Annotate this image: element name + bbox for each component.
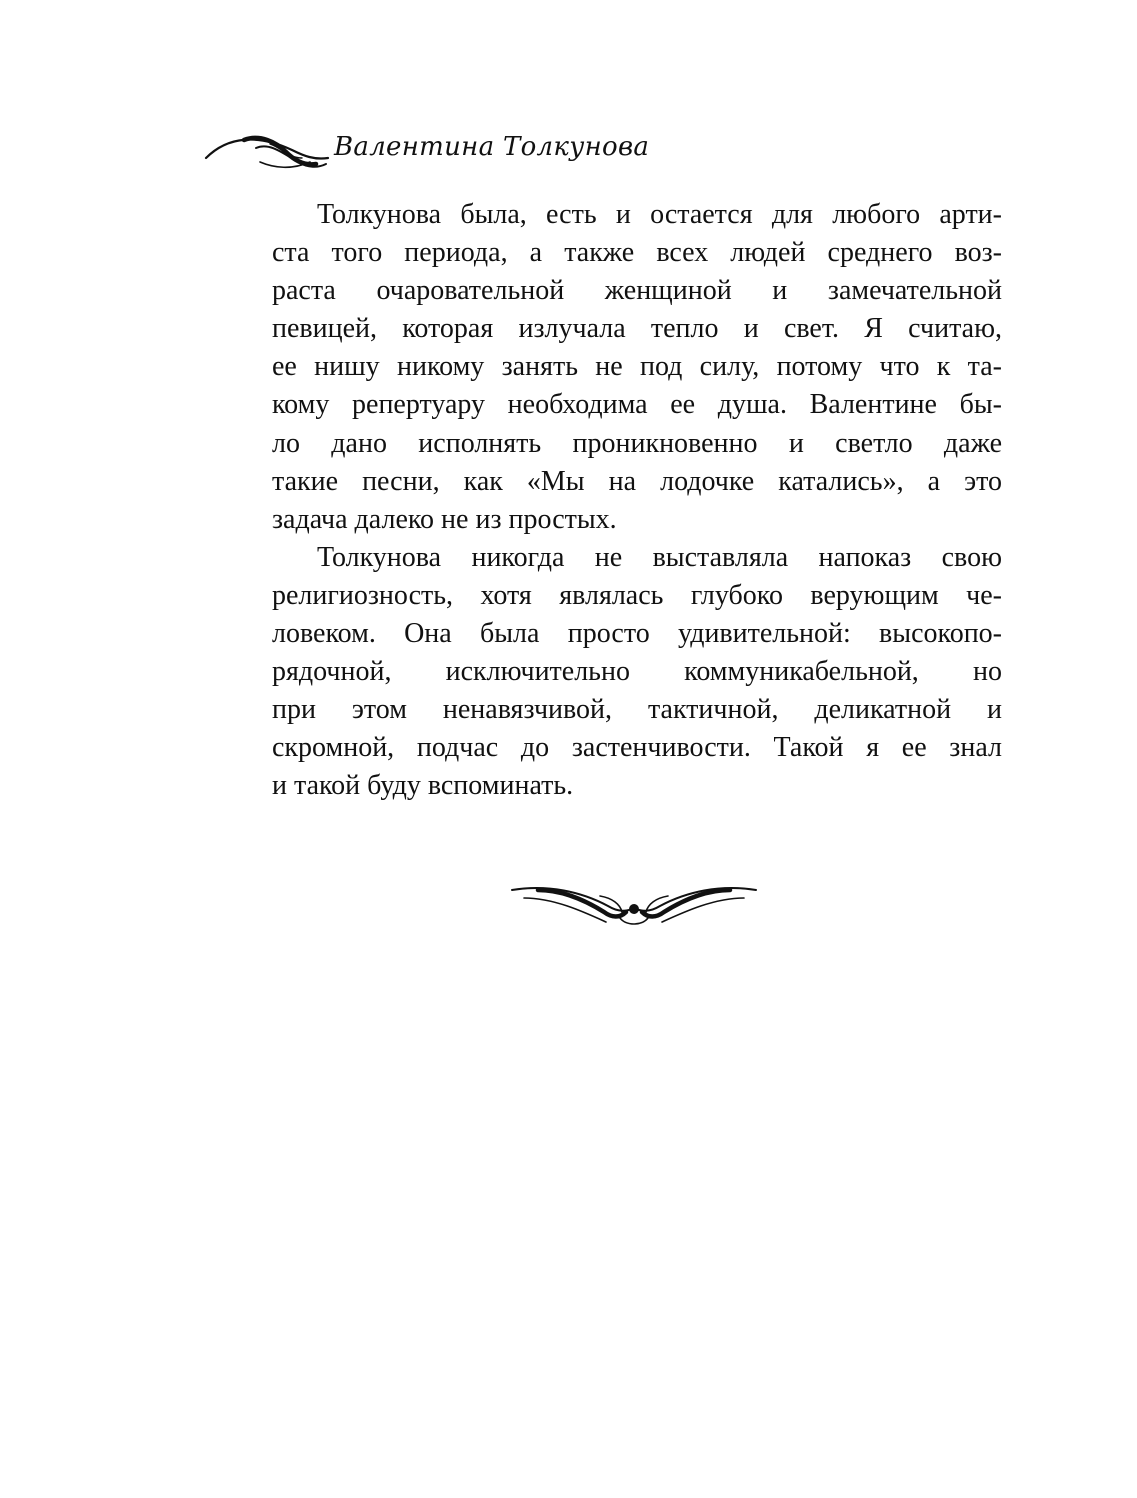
- text-line: Толкунова никогда не выставляла напоказ свою: [317, 541, 1002, 573]
- paragraph: [272, 539, 1002, 806]
- flourish-icon: [200, 128, 330, 178]
- text-line: Толкунова была, есть и остается для любого арти-: [317, 199, 1002, 230]
- paragraph: [272, 196, 1002, 539]
- text-line: такие песни, как «Мы на лодочке катались», а это: [272, 465, 1002, 497]
- text-line: кому репертуару необходима ее душа. Валентине бы-: [272, 389, 1002, 421]
- text-line: задача далеко не из простых.: [272, 503, 617, 535]
- body-text: [272, 196, 1002, 806]
- running-header-title: Валентина Толкунова: [334, 132, 650, 162]
- text-line: религиозность, хотя являлась глубоко верующим че-: [272, 579, 1002, 611]
- text-line: ее нишу никому занять не под силу, потому что к та-: [272, 351, 1002, 383]
- text-line: ловеком. Она была просто удивительной: высокопо-: [272, 618, 1002, 650]
- text-line: рядочной, исключительно коммуникабельной, но: [272, 656, 1002, 688]
- text-line: при этом ненавязчивой, тактичной, деликатной и: [272, 694, 1002, 726]
- text-line: скромной, подчас до застенчивости. Такой я ее знал: [272, 732, 1002, 764]
- text-line: ло дано исполнять проникновенно и светло даже: [272, 427, 1002, 459]
- text-line: раста очаровательной женщиной и замечательной: [272, 275, 1002, 307]
- text-line: и такой буду вспоминать.: [272, 770, 574, 802]
- text-line: ста того периода, а также всех людей среднего воз-: [272, 237, 1002, 269]
- divider-flourish-icon: [508, 876, 760, 936]
- text-line: певицей, которая излучала тепло и свет. Я считаю,: [272, 313, 1002, 345]
- running-header: [200, 128, 650, 178]
